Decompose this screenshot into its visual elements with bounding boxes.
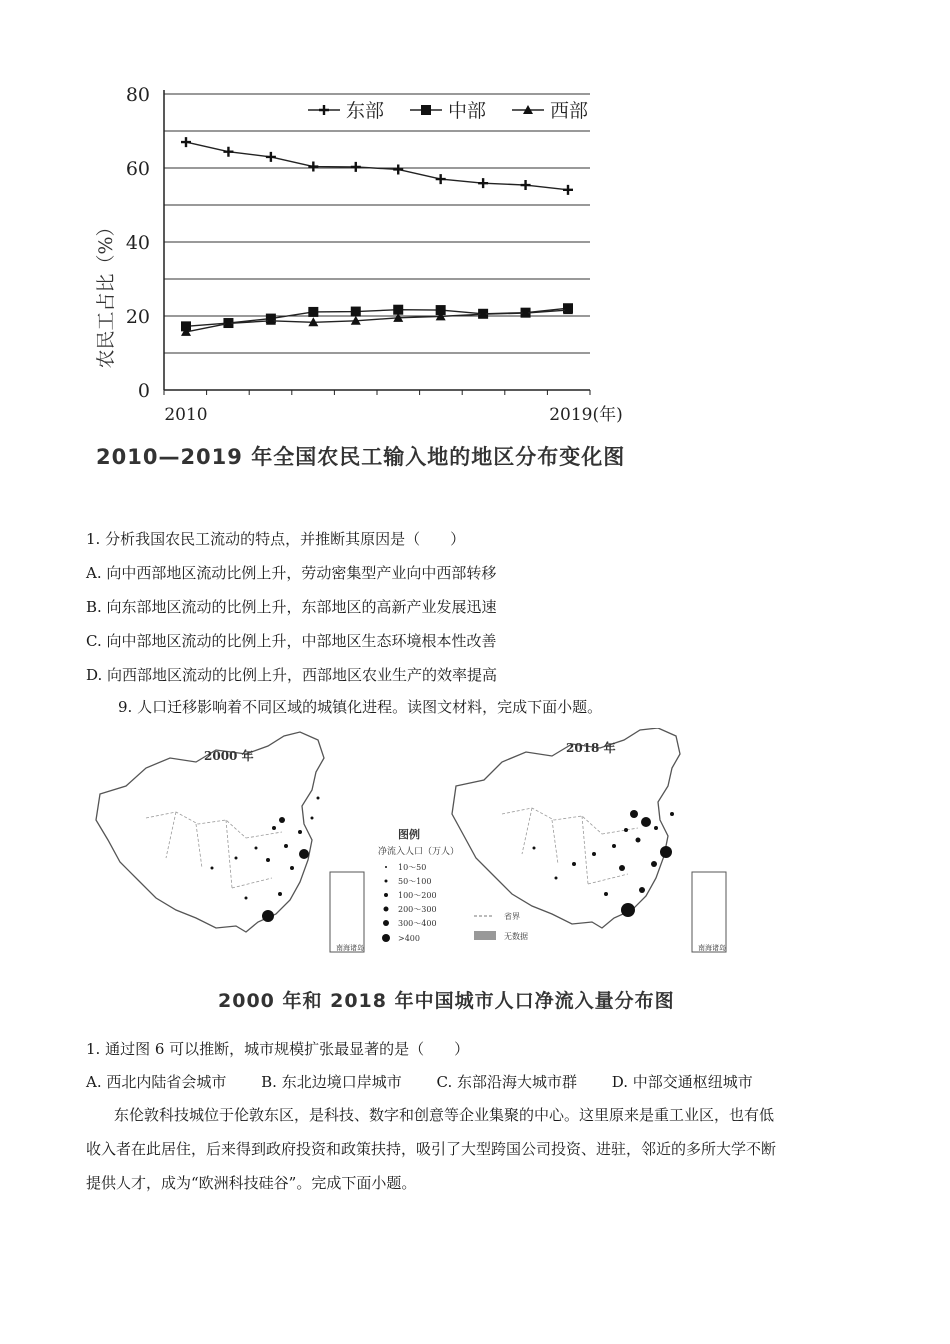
question-1-option-b: B. 向东部地区流动的比例上升，东部地区的高新产业发展迅速 [86,598,497,616]
legend-item: 10～50 [398,863,427,872]
legend-item: 50～100 [398,877,432,886]
maps-title: 2000 年和 2018 年中国城市人口净流入量分布图 [218,990,675,1012]
data-point [308,307,318,317]
question-1b-option-c: C. 东部沿海大城市群 [436,1073,577,1091]
series-plus [181,137,573,195]
data-point [223,147,233,157]
map-legend [378,827,528,943]
legend-item: 300～400 [398,919,437,928]
data-point [436,174,446,184]
data-point [181,137,191,147]
question-1-stem: 1. 分析我国农民工流动的特点，并推断其原因是（ ） [86,530,466,548]
question-1-option-c: C. 向中部地区流动的比例上升，中部地区生态环境根本性改善 [86,632,497,650]
x-tick-label: 2010 [164,405,208,425]
question-9-intro: 9. 人口迁移影响着不同区域的城镇化进程。读图文材料，完成下面小题。 [118,698,603,716]
legend-label: 西部 [550,100,589,122]
migrant-worker-line-chart [80,78,640,428]
data-point [478,178,488,188]
legend-border-label: 省界 [504,912,520,921]
china-maps-figure [86,728,756,960]
y-axis-label: 农民工占比（%） [95,217,117,369]
y-tick-label: 20 [125,306,150,328]
data-point [393,164,403,174]
y-tick-label: 60 [125,158,150,180]
legend-item: 100～200 [398,891,437,900]
legend-subtitle: 净流入人口（万人） [378,847,460,857]
legend-label: 东部 [346,100,385,122]
legend-nodata-label: 无数据 [504,932,528,941]
legend-item: >400 [398,934,420,943]
question-1b-option-d: D. 中部交通枢纽城市 [611,1073,753,1091]
chart-title: 2010—2019 年全国农民工输入地的地区分布变化图 [96,445,626,469]
passage-line: 提供人才，成为“欧洲科技硅谷”。完成下面小题。 [86,1174,417,1192]
legend-label: 中部 [448,100,487,122]
inset-label-right: 南海诸岛 [698,944,726,952]
series-line [186,308,568,326]
passage-line: 收入者在此居住，后来得到政府投资和政策扶持，吸引了大型跨国公司投资、进驻，邻近的多所大学不断 [86,1140,777,1158]
question-1-option-a: A. 向中西部地区流动比例上升，劳动密集型产业向中西部转移 [86,564,497,582]
legend-title: 图例 [398,828,420,841]
question-1b-stem: 1. 通过图 6 可以推断，城市规模扩张最显著的是（ ） [86,1040,470,1058]
data-point [308,162,318,172]
data-point [266,152,276,162]
data-point [563,185,573,195]
passage [86,1098,866,1200]
map-2018-dots [533,810,675,917]
series-line [186,142,568,190]
question-1b-options [86,1071,783,1092]
question-1b-option-a: A. 西北内陆省会城市 [86,1073,227,1091]
map-2018-label: 2018 年 [566,741,616,755]
question-1b-option-b: B. 东北边境口岸城市 [261,1073,402,1091]
passage-line: 东伦敦科技城位于伦敦东区，是科技、数字和创意等企业集聚的中心。这里原来是重工业区，也有低 [114,1106,775,1124]
data-point [521,180,531,190]
legend-item: 200～300 [398,905,437,914]
y-tick-label: 80 [125,84,150,106]
y-tick-label: 0 [137,380,150,402]
question-1-option-d: D. 向西部地区流动的比例上升，西部地区农业生产的效率提高 [86,666,498,684]
x-tick-label: 2019(年) [549,405,623,425]
china-map-2018 [452,728,680,928]
data-point [351,307,361,317]
inset-label-left: 南海诸岛 [336,944,364,952]
series-triangle [181,305,573,336]
data-point [319,105,329,115]
data-point [351,162,361,172]
data-point [421,105,431,115]
series-square [181,303,573,331]
map-2000-label: 2000 年 [204,749,254,763]
y-tick-label: 40 [125,232,150,254]
